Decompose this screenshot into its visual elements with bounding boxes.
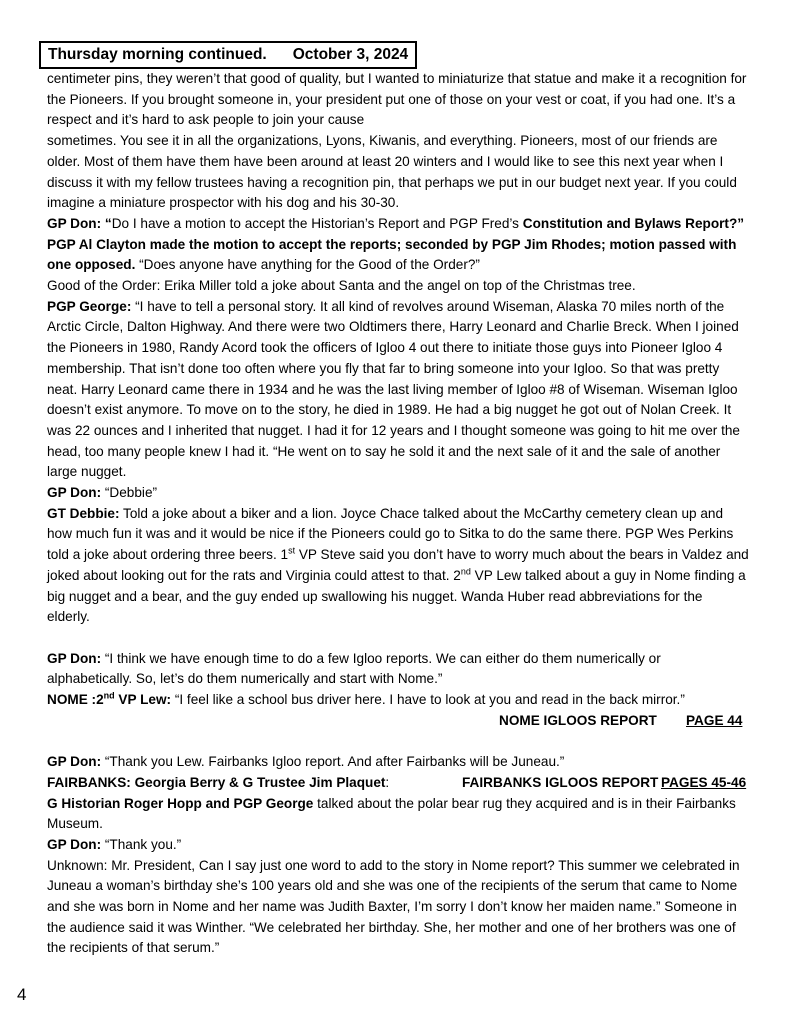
paragraph-nome: NOME :2nd VP Lew: “I feel like a school bus driver here. I have to look at you and read in the back mirror.” bbox=[47, 690, 685, 708]
speaker-label: PGP George: bbox=[47, 298, 132, 314]
paragraph-debbie-call: GP Don: “Debbie” bbox=[47, 485, 158, 501]
paragraph-gt-debbie: GT Debbie: Told a joke about a biker and a lion. Joyce Chace talked about the McCarthy cemetery clean up and how much fun it was and it would be nice if the Pioneers could go to Sitka to do the same there. PGP Wes Perkins told a joke about ordering three beers. 1st VP Steve said you don’t have to worry much about the bears in Valdez and joked about looking out for the rats and Virginia could attest to that. 2nd VP Lew talked about a guy in Nome finding a big nugget and a bear, and the guy ended up swallowing his nugget. Wanda Huber read abbreviations for the elderly. bbox=[47, 505, 749, 625]
minutes-body bbox=[47, 69, 749, 959]
section-header bbox=[39, 41, 417, 69]
fairbanks-report-reference bbox=[47, 773, 749, 794]
paragraph-thank-you: GP Don: “Thank you.” bbox=[47, 836, 182, 852]
speaker-label: GP Don: bbox=[47, 485, 102, 501]
paragraph-polar-bear-rug: G Historian Roger Hopp and PGP George talked about the polar bear rug they acquired and is in their Fairbanks Museum. bbox=[47, 795, 736, 832]
page-number: 4 bbox=[17, 985, 27, 1004]
spacer bbox=[47, 628, 749, 649]
speaker-label: GT Debbie: bbox=[47, 505, 120, 521]
paragraph-serum-story: Unknown: Mr. President, Can I say just one word to add to the story in Nome report? This summer we celebrated in Juneau a woman’s birthday she’s 100 years old and she was one of the recipients of the serum that came to Nome and she was born in Nome and her name was Judith Baxter, I’m sorry I don’t know her maiden name.” Someone in the audience said it was Winther. “We celebrated her birthday. She, her mother and one of her brothers was one of the recipients of that serum.” bbox=[47, 857, 740, 956]
paragraph-good-of-order: Good of the Order: Erika Miller told a joke about Santa and the angel on top of the Christmas tree. bbox=[47, 278, 636, 294]
paragraph-motion: GP Don: “Do I have a motion to accept the Historian’s Report and PGP Fred’s Constitution and Bylaws Report?” PGP Al Clayton made the motion to accept the reports; seconded by PGP Jim Rhodes; motion passed with one opposed. “Does anyone have anything for the Good of the Order?” bbox=[47, 215, 745, 273]
speaker-label: GP Don: bbox=[47, 836, 102, 852]
report-pages: PAGE 44 bbox=[686, 712, 743, 728]
header-title: Thursday morning continued. bbox=[48, 46, 267, 63]
report-label: FAIRBANKS IGLOOS REPORT bbox=[462, 774, 659, 790]
speaker-label: GP Don: bbox=[47, 650, 102, 666]
paragraph-recognition-pin: sometimes. You see it in all the organizations, Lyons, Kiwanis, and everything. Pioneers, most of our friends are older. Most of them have them have been around at least 20 winters and I would like to see this next year when I discuss it with my fellow trustees having a recognition pin, that perhaps we put in our budget next year. If you could imagine a miniature prospector with his dog and his 30-30. bbox=[47, 133, 737, 211]
speaker-label: FAIRBANKS: Georgia Berry & G Trustee Jim Plaquet: bbox=[47, 774, 390, 790]
speaker-label: GP Don: bbox=[47, 754, 102, 770]
report-label: NOME IGLOOS REPORT bbox=[499, 712, 657, 728]
nome-report-reference bbox=[47, 711, 749, 732]
paragraph-igloo-reports: GP Don: “I think we have enough time to do a few Igloo reports. We can either do them numerically or alphabetically. So, let’s do them numerically and start with Nome.” bbox=[47, 650, 661, 687]
paragraph-thank-lew: GP Don: “Thank you Lew. Fairbanks Igloo report. And after Fairbanks will be Juneau.” bbox=[47, 754, 565, 770]
report-pages: PAGES 45-46 bbox=[661, 774, 747, 790]
speaker-label: GP Don: bbox=[47, 215, 102, 231]
speaker-label: NOME :2nd VP Lew: bbox=[47, 690, 172, 708]
header-date: October 3, 2024 bbox=[292, 46, 409, 63]
speaker-label: G Historian Roger Hopp and PGP George bbox=[47, 795, 314, 811]
paragraph-pin-statue: centimeter pins, they weren’t that good of quality, but I wanted to miniaturize that statue and make it a recognition for the Pioneers. If you brought someone in, your president put one of those on your vest or coat, if you had one. It’s a respect and it’s hard to ask people to join your cause bbox=[47, 71, 747, 128]
spacer bbox=[47, 731, 749, 752]
paragraph-pgp-george-story: PGP George: “I have to tell a personal story. It all kind of revolves around Wiseman, Alaska 70 miles north of the Arctic Circle, Dalton Highway. And there were two Oldtimers there, Harry Leonard and Charlie Breck. When I joined the Pioneers in 1980, Randy Acord took the officers of Igloo 4 out there to initiate those guys into Pioneer Igloo 4 membership. That isn’t done too often where you fly that far to bring someone into your Igloo. So that was pretty neat. Harry Leonard came there in 1934 and he was the last living member of Igloo #8 of Wiseman. Wiseman Igloo doesn’t exist anymore. To move on to the story, he died in 1989. He had a big nugget he got out of Nolan Creek. It was 22 ounces and I inherited that nugget. I had it for 12 years and I thought someone was going to hit me over the head, too many people knew I had it. “He went on to say he sold it and the next sale of it and the sale of another large nugget. bbox=[47, 298, 740, 480]
